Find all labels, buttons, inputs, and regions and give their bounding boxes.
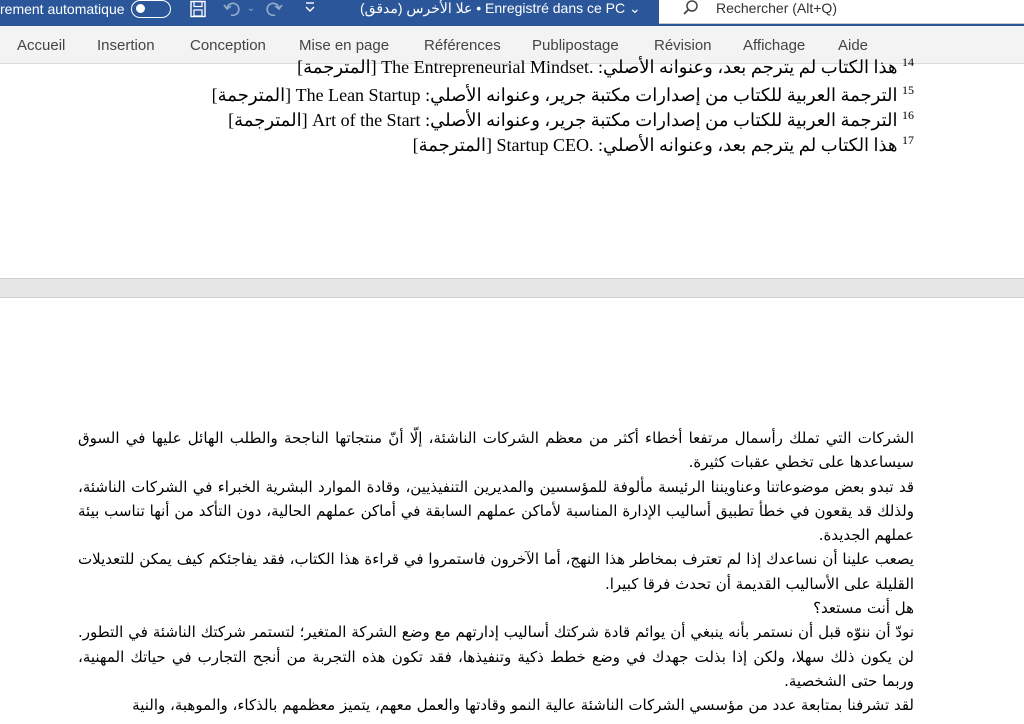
search-placeholder: Rechercher (Alt+Q) <box>716 0 837 16</box>
paragraph: الشركات التي تملك رأسمال مرتفعا أخطاء أكثر من معظم الشركات الناشئة، إلّا أنّ منتجاتها الناجحة والطلب الهائل عليها في السوق سيساعدها على تخطي عقبات كثيرة. <box>78 429 914 472</box>
paragraph: يصعب علينا أن نساعدك إذا لم تعترف بمخاطر هذا النهج، أما الآخرون فاستمروا في قراءة هذا الكتاب، فقد يفاجئكم كيف يمكن للتعديلات القليلة على الأساليب القديمة أن تحدث فرقا كبيرا. <box>78 550 914 593</box>
document-title-text: علا الأخرس (مدقق) • Enregistré dans ce PC <box>360 0 626 16</box>
tab-insertion[interactable]: Insertion <box>97 37 155 54</box>
paragraph: لقد تشرفنا بمتابعة عدد من مؤسسي الشركات الناشئة عالية النمو وقادتها والعمل معهم، يتميز معظمهم بالذكاء، والموهبة، والنية <box>132 696 914 715</box>
footnote-text: هذا الكتاب لم يترجم بعد، وعنوانه الأصلي: .Startup CEO [المترجمة] <box>412 135 898 155</box>
footnote-text: الترجمة العربية للكتاب من إصدارات مكتبة جرير، وعنوانه الأصلي: The Lean Startup [المترجمة] <box>211 85 898 105</box>
document-page-1[interactable] <box>0 55 1024 278</box>
document-title[interactable] <box>360 0 641 22</box>
tab-references[interactable]: Références <box>424 37 501 54</box>
footnote-number: 16 <box>902 108 914 122</box>
paragraph: قد تبدو بعض موضوعاتنا وعناويننا الرئيسة مألوفة للمؤسسين والمديرين التنفيذيين، وقادة الموارد البشرية الخبراء في الشركات الناشئة، ولذلك قد يقعون في خطأ تطبيق أساليب الإدارة المناسبة لأماكن عملهم السابقة في أماكن عملهم الحالية، دون التأكد من أنها تناسب بيئة عملهم الجديدة. <box>78 477 914 545</box>
footnote-number: 15 <box>902 83 914 97</box>
tab-accueil[interactable]: Accueil <box>17 37 66 54</box>
undo-icon[interactable] <box>222 0 244 22</box>
title-bar <box>0 0 1024 26</box>
paragraph: هل أنت مستعد؟ <box>813 599 914 618</box>
undo-dropdown-icon[interactable]: ⌄ <box>246 3 256 14</box>
toggle-knob <box>136 4 145 13</box>
tab-publipostage[interactable]: Publipostage <box>532 37 619 54</box>
save-icon[interactable] <box>188 0 208 22</box>
search-icon <box>682 0 700 22</box>
customize-toolbar-icon[interactable] <box>300 0 320 22</box>
footnote-text: الترجمة العربية للكتاب من إصدارات مكتبة جرير، وعنوانه الأصلي: Art of the Start [المترجمة] <box>228 110 898 130</box>
footnote-17 <box>413 128 914 157</box>
footnote-number: 17 <box>902 133 914 147</box>
search-box[interactable] <box>659 0 1024 24</box>
footnote-14 <box>297 50 914 79</box>
document-page-2[interactable] <box>0 298 1024 724</box>
footnote-number: 14 <box>902 55 914 69</box>
chevron-down-icon: ⌄ <box>629 0 641 16</box>
page-gap <box>0 278 1024 298</box>
footnote-text: هذا الكتاب لم يترجم بعد، وعنوانه الأصلي: .The Entrepreneurial Mindset [المترجمة] <box>297 57 898 77</box>
redo-icon[interactable] <box>262 0 284 22</box>
tab-conception[interactable]: Conception <box>190 37 266 54</box>
tab-aide[interactable]: Aide <box>838 37 869 54</box>
paragraph: نودّ أن ننوّه قبل أن نستمر بأنه ينبغي أن يوائم قادة شركتك أساليب إدارتهم مع وضع الشركة المتغير؛ لتستمر شركتك الناشئة في التطور. لن يكون ذلك سهلا، ولكن إذا بذلت جهدك في وضع خطط ذكية وتنفيذها، فقد تكون هذه التجربة من أنجح التجارب في حياتك المهنية، وربما حتى الشخصية. <box>78 623 914 690</box>
autosave-toggle[interactable] <box>131 0 171 18</box>
body-text[interactable] <box>78 426 914 718</box>
tab-affichage[interactable]: Affichage <box>743 37 806 54</box>
tab-mise-en-page[interactable]: Mise en page <box>299 37 390 54</box>
autosave-label: rement automatique <box>0 1 125 17</box>
tab-revision[interactable]: Révision <box>654 37 712 54</box>
